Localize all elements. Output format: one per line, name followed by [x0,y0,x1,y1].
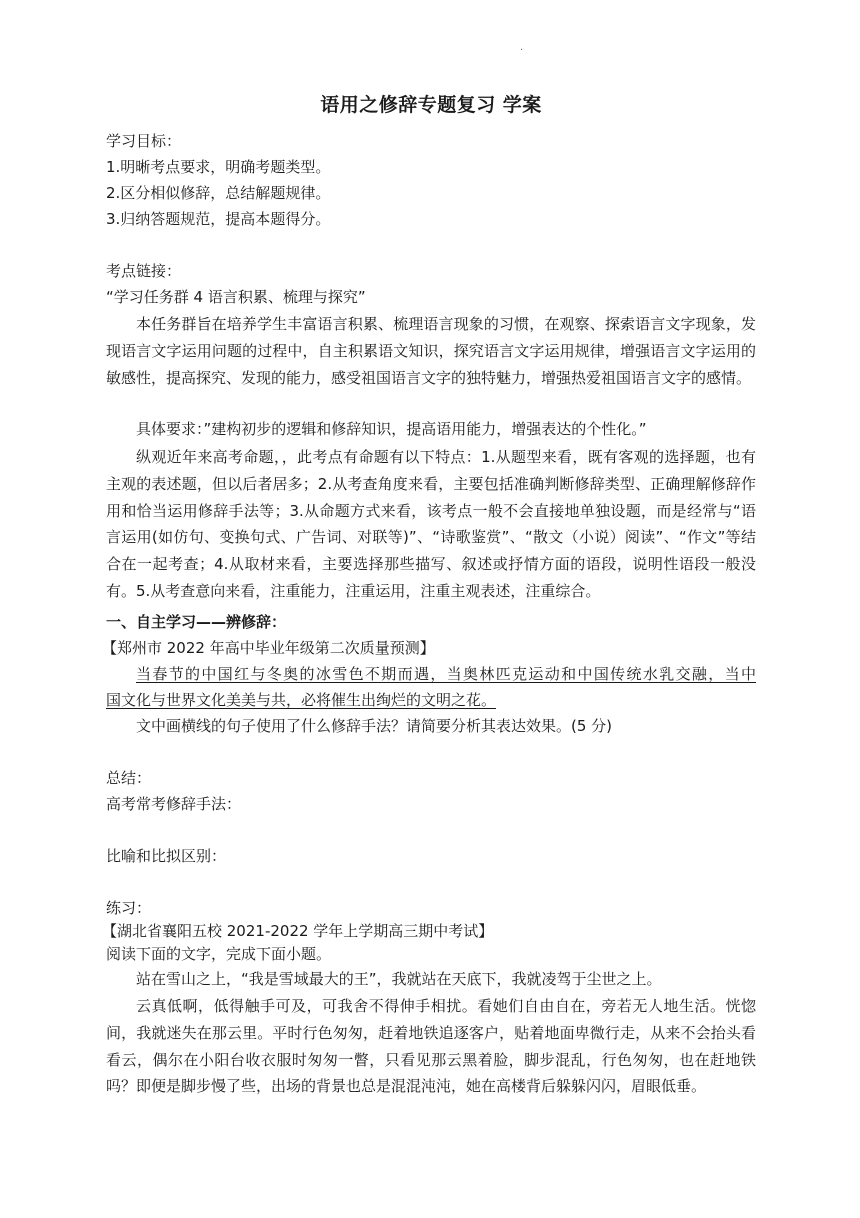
summary-methods: 高考常考修辞手法： [106,795,242,813]
question-text: 文中画横线的句子使用了什么修辞手法？请简要分析其表达效果。(5 分) [136,717,613,735]
source-tag: 【郑州市 2022 年高中毕业年级第二次质量预测】 [102,639,435,657]
section-heading: 一、自主学习——辨修辞： [106,613,287,631]
page-title: 语用之修辞专题复习 学案 [320,94,542,116]
task-group: “学习任务群 4 语言积累、梳理与探究” [106,288,366,306]
goal-item: 2.区分相似修辞，总结解题规律。 [106,184,331,202]
summary-difference: 比喻和比拟区别： [106,847,227,865]
underlined-sentence: 国文化与世界文化美美与共，必将催生出绚烂的文明之花。 [106,691,497,709]
goal-item: 1.明晰考点要求，明确考题类型。 [106,158,331,176]
header-mark: . [520,42,524,53]
link-label: 考点链接： [106,262,182,280]
passage-paragraph: 云真低啊，低得触手可及，可我舍不得伸手相扰。看她们自由自在，旁若无人地生活。恍惚间，我就迷失在那云里。平时行色匆匆，赶着地铁追逐客户，贴着地面卑微行走，从来不会抬头看看云，偶尔在小阳台收衣服时匆匆一瞥，只看见那云黑着脸，脚步混乱，行色匆匆，也在赶地铁吗？即便是脚步慢了些，出场的背景也总是混混沌沌，她在高楼背后躲躲闪闪，眉眼低垂。 [106,997,756,1096]
source-tag: 【湖北省襄阳五校 2021-2022 学年上学期高三期中考试】 [102,922,494,940]
task-description: 本任务群旨在培养学生丰富语言积累、梳理语言现象的习惯，在观察、探索语言文字现象，发现语言文字运用问题的过程中，自主积累语文知识，探究语言文字运用规律，增强语言文字运用的敏感性，提高探究、发现的能力，感受祖国语言文字的独特魅力，增强热爱祖国语言文字的感情。 [106,315,756,387]
practice-label: 练习： [106,899,152,917]
summary-label: 总结： [106,769,152,787]
practice-instruction: 阅读下面的文字，完成下面小题。 [106,945,332,963]
underlined-sentence: 当春节的中国红与冬奥的冰雪色不期而遇，当奥林匹克运动和中国传统水乳交融，当中 [136,665,756,683]
exam-features: 纵观近年来高考命题，，此考点有命题有以下特点：1.从题型来看，既有客观的选择题，也有主观的表述题，但以后者居多；2.从考查角度来看，主要包括准确判断修辞类型、正确理解修辞作用和恰当运用修辞手法等；3.从命题方式来看，该考点一般不会直接地单独设题，而是经常与“语言运用(如仿句、变换句式、广告词、对联等)”、“诗歌鉴赏”、“散文（小说）阅读”、“作文”等结合在一起考查；4.从取材来看，主要选择那些描写、叙述或抒情方面的语段，说明性语段一般没有。5.从考查意向来看，注重能力，注重运用，注重主观表述，注重综合。 [106,448,756,600]
goals-label: 学习目标： [106,132,182,150]
specific-requirement: 具体要求：”建构初步的逻辑和修辞知识，提高语用能力，增强表达的个性化。” [136,420,647,438]
goal-item: 3.归纳答题规范，提高本题得分。 [106,210,331,228]
passage-paragraph: 站在雪山之上，“我是雪域最大的王”，我就站在天底下，我就凌驾于尘世之上。 [136,970,662,988]
